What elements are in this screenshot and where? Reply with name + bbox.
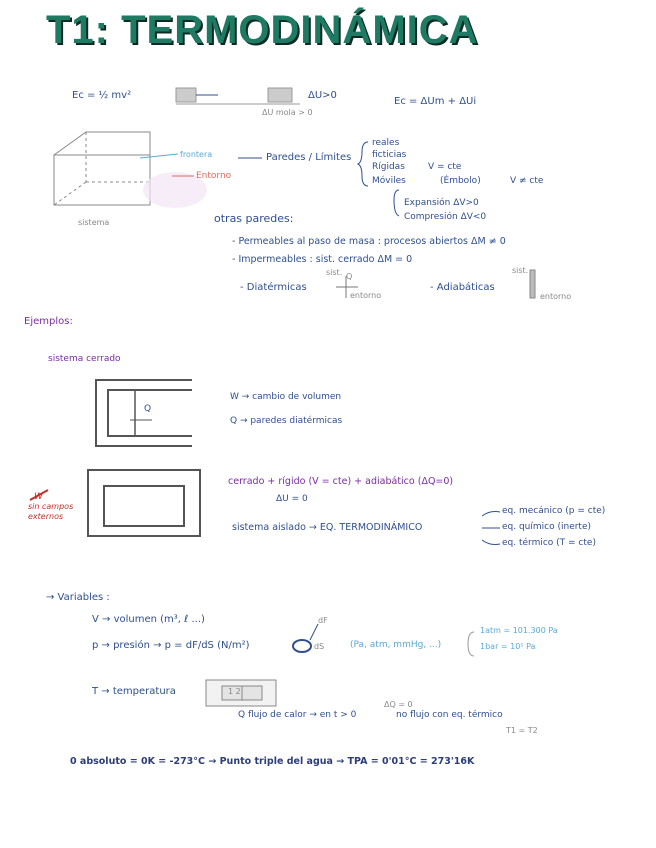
sistema-label: sistema bbox=[78, 218, 110, 227]
df-label: dF bbox=[318, 616, 328, 625]
eq-quimico: eq. químico (inerte) bbox=[502, 522, 592, 532]
du0-label: ΔU = 0 bbox=[276, 494, 308, 504]
compresion-label: Compresión ΔV<0 bbox=[404, 212, 487, 222]
under-label: ΔU mola > 0 bbox=[262, 108, 313, 117]
permeables-line: - Permeables al paso de masa : procesos abiertos ΔM ≠ 0 bbox=[232, 236, 506, 247]
surface-ellipse bbox=[293, 640, 311, 652]
eq-mecanico: eq. mecánico (p = cte) bbox=[502, 506, 606, 516]
sin-campos-label: sin campos externos bbox=[28, 502, 74, 521]
pressure-brace bbox=[468, 632, 474, 656]
embolo-label: (Émbolo) bbox=[440, 176, 481, 186]
sistema-cerrado-label: sistema cerrado bbox=[48, 354, 121, 364]
variables-heading: → Variables : bbox=[46, 592, 110, 603]
system-box-shape bbox=[54, 132, 150, 205]
moviles-brace bbox=[394, 190, 399, 216]
paredes-label: Paredes / Límites bbox=[266, 152, 352, 163]
ec-formula: Ec = ½ mv² bbox=[72, 90, 132, 101]
t-line: T → temperatura bbox=[92, 686, 176, 697]
force-arrow bbox=[310, 624, 318, 640]
dq0-label: ΔQ = 0 bbox=[384, 700, 413, 709]
no-flow-line: no flujo con eq. térmico bbox=[396, 710, 503, 720]
v-line: V → volumen (m³, ℓ ...) bbox=[92, 614, 205, 625]
piston-q-label: Q bbox=[144, 404, 152, 414]
q-line: Q → paredes diatérmicas bbox=[230, 416, 343, 426]
box-label: ΔU>0 bbox=[308, 90, 337, 101]
diatermicas-label: - Diatérmicas bbox=[240, 282, 307, 293]
paredes-brace bbox=[358, 142, 368, 186]
equilibrium-brace bbox=[482, 512, 500, 545]
sistema-aislado-line: sistema aislado → EQ. TERMODINÁMICO bbox=[232, 522, 423, 533]
entorno-small-2: entorno bbox=[540, 292, 572, 301]
ec-sum: Ec = ΔUm + ΔUi bbox=[394, 96, 477, 107]
eq-termico: eq. térmico (T = cte) bbox=[502, 538, 596, 548]
rigidas-label: Rígidas bbox=[372, 162, 405, 172]
ejemplos-heading: Ejemplos: bbox=[24, 316, 73, 327]
absolute-zero-line: 0 absoluto = 0K = -273°C → Punto triple del agua → TPA = 0'01°C = 273'16K bbox=[70, 756, 475, 767]
ficticias-label: ficticias bbox=[372, 150, 407, 160]
moviles-label: Móviles bbox=[372, 176, 406, 186]
otras-heading: otras paredes: bbox=[214, 212, 294, 225]
v-ne-cte-label: V ≠ cte bbox=[510, 176, 544, 186]
reales-label: reales bbox=[372, 138, 400, 148]
bar-label: 1bar = 10⁵ Pa bbox=[480, 642, 536, 651]
sist-small-2: sist. bbox=[512, 266, 529, 275]
frontera-label: frontera bbox=[180, 150, 213, 159]
page-title: T1: TERMODINÁMICA bbox=[46, 8, 479, 52]
expansion-label: Expansión ΔV>0 bbox=[404, 198, 479, 208]
impermeables-line: - Impermeables : sist. cerrado ΔM = 0 bbox=[232, 254, 413, 265]
t-box-label: 1 2 bbox=[228, 687, 241, 696]
v-cte-label: V = cte bbox=[428, 162, 462, 172]
q-small: Q bbox=[346, 272, 353, 281]
ds-label: dS bbox=[314, 642, 325, 651]
adiabaticas-label: - Adiabáticas bbox=[430, 282, 495, 293]
isolated-inner bbox=[104, 486, 184, 526]
entorno-small-1: entorno bbox=[350, 291, 382, 300]
w-line: W → cambio de volumen bbox=[230, 392, 342, 402]
atm-label: 1atm = 101.300 Pa bbox=[480, 626, 558, 635]
t1t2-label: T1 = T2 bbox=[506, 726, 538, 735]
adiabatica-wall bbox=[530, 270, 535, 298]
cross-mark-label: W bbox=[34, 492, 43, 502]
block-2-shape bbox=[268, 88, 292, 102]
cerrado-rigido-line: cerrado + rígido (V = cte) + adiabático (ΔQ=0) bbox=[228, 476, 454, 487]
sist-small-1: sist. bbox=[326, 268, 343, 277]
entorno-label: Entorno bbox=[196, 171, 232, 181]
block-1-shape bbox=[176, 88, 196, 102]
p-line: p → presión → p = dF/dS (N/m²) bbox=[92, 640, 250, 651]
q-flow-line: Q flujo de calor → en t > 0 bbox=[238, 710, 357, 720]
units-label: (Pa, atm, mmHg, ...) bbox=[350, 640, 442, 650]
